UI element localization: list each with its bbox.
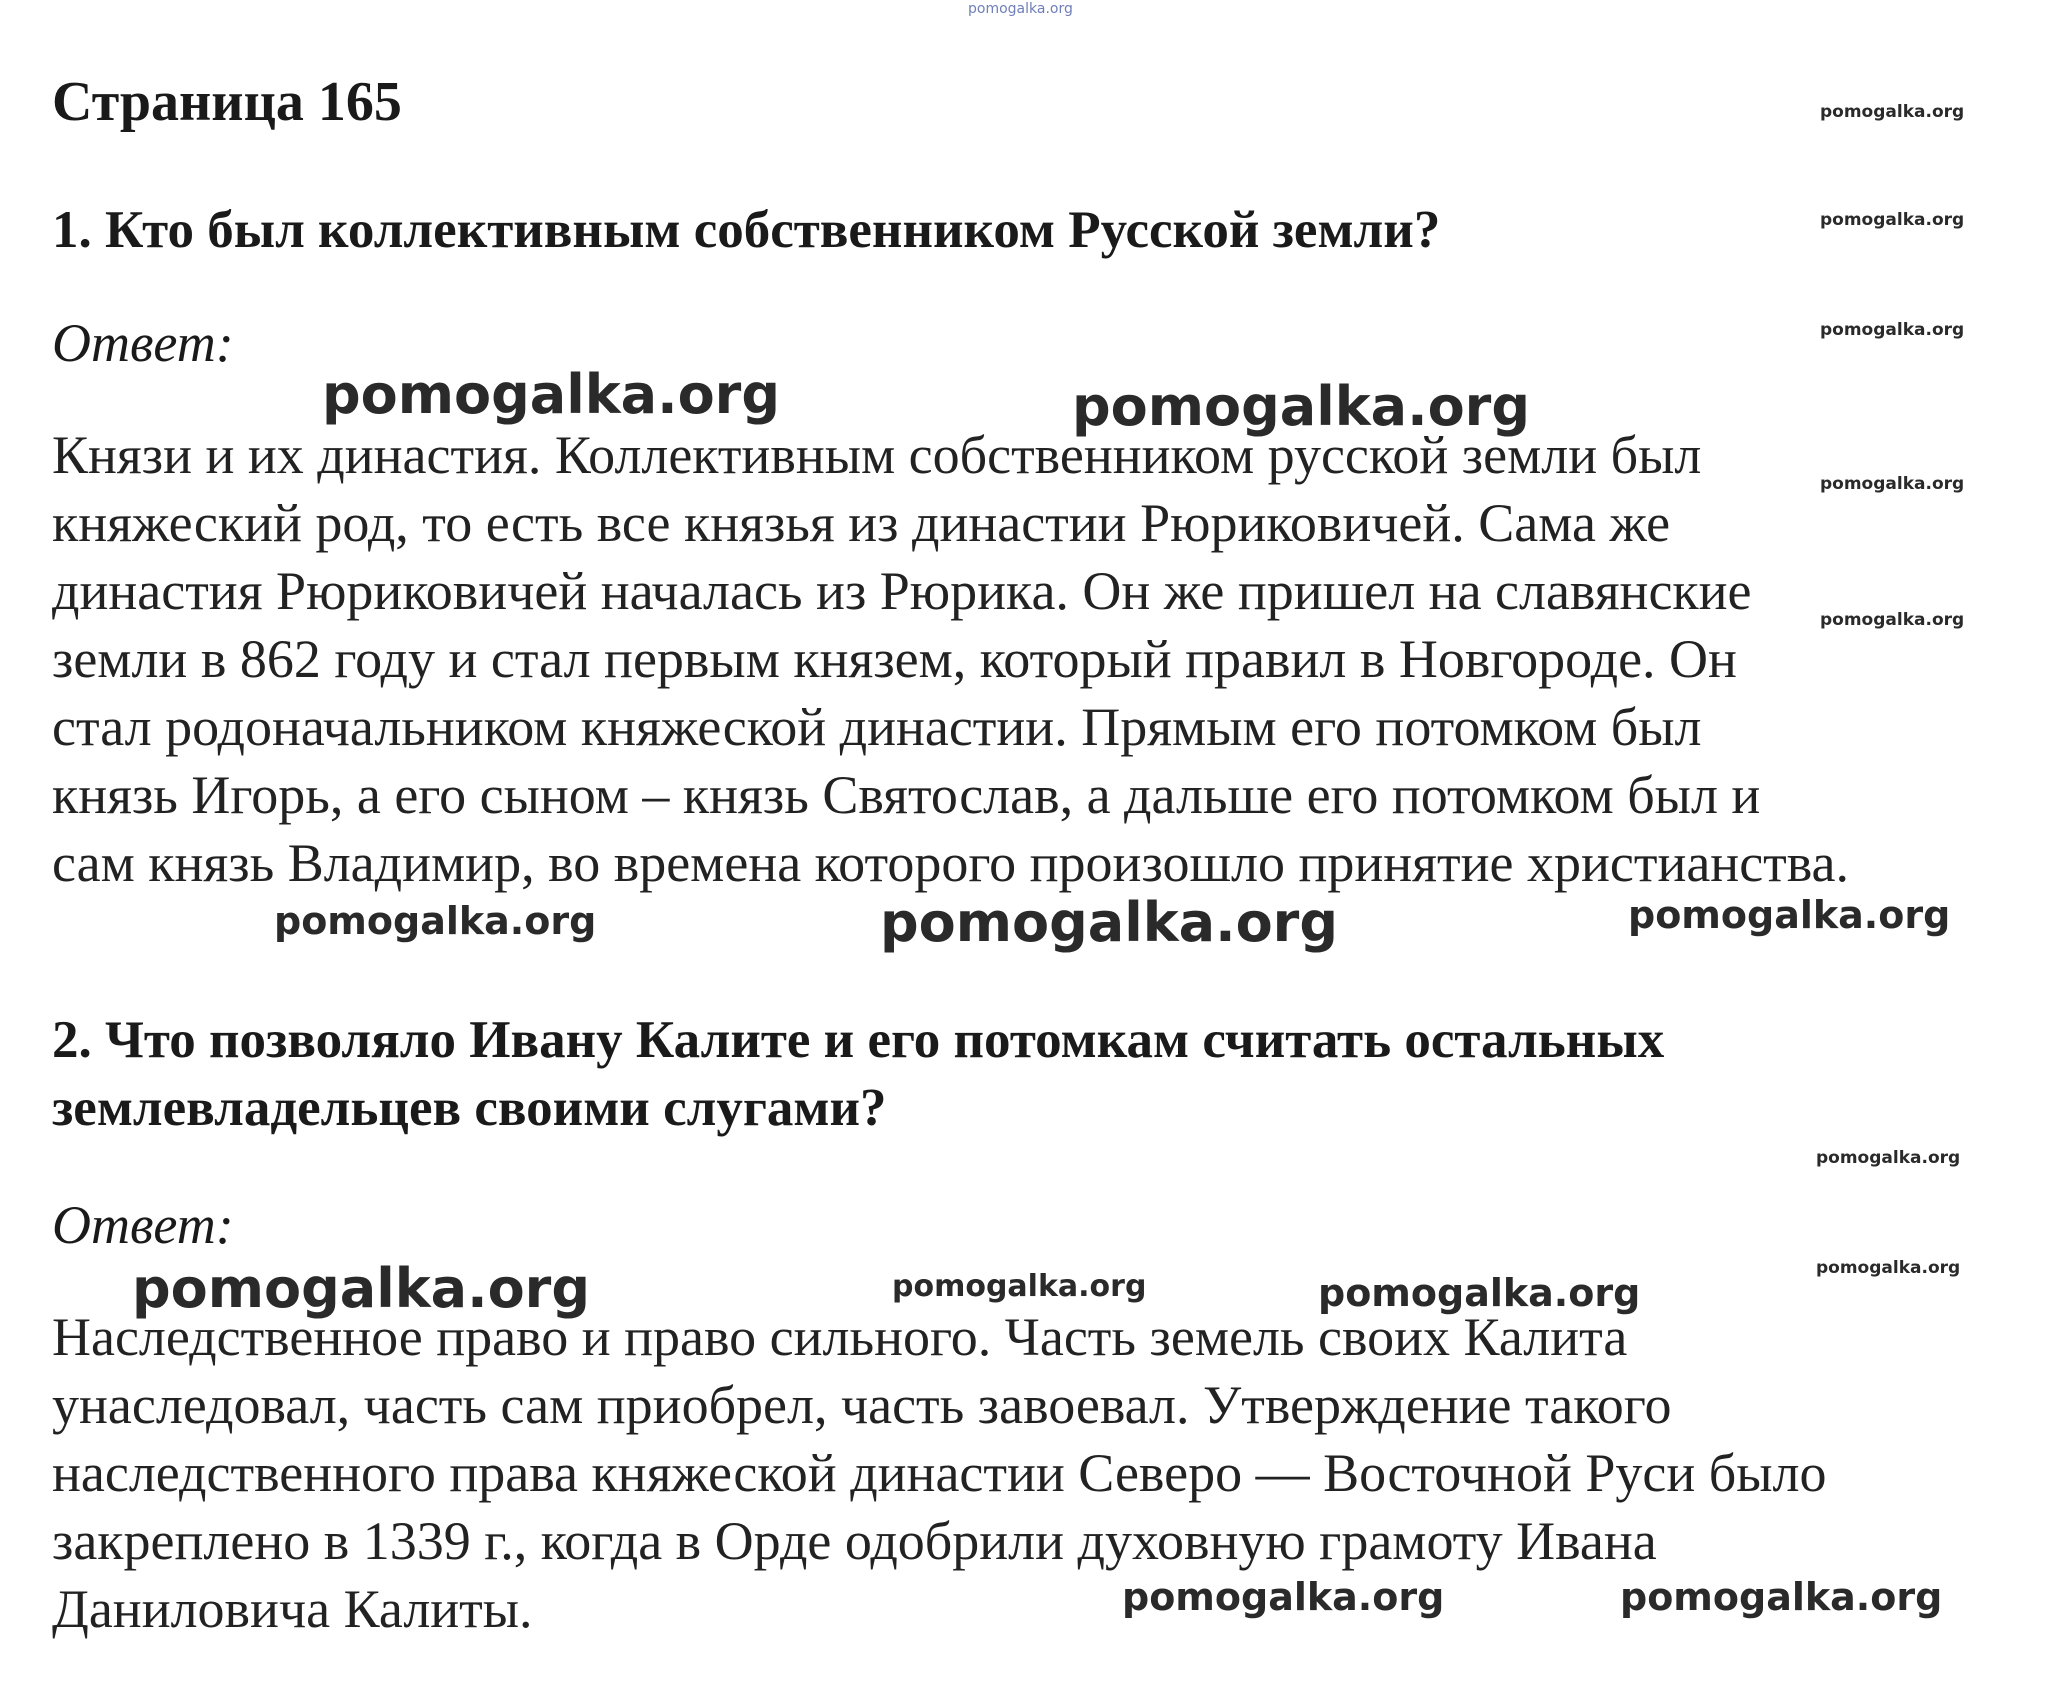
answer-1-line-3: династия Рюриковичей началась из Рюрика. Он же пришел на славянские — [52, 561, 1752, 621]
answer-2-line-5: Даниловича Калиты. — [52, 1579, 533, 1639]
page-title: Страница 165 — [52, 71, 402, 133]
answer-2-line-3: наследственного права княжеской династии Северо — Восточной Руси было — [52, 1443, 1827, 1503]
watermark: pomogalka.org — [322, 363, 780, 426]
watermark: pomogalka.org — [1628, 893, 1951, 937]
answer-1-line-6: князь Игорь, а его сыном – князь Святослав, а дальше его потомком был и — [52, 765, 1761, 825]
answer-1-line-1: Князи и их династия. Коллективным собственником русской земли был — [52, 425, 1702, 485]
answer-2-line-4: закреплено в 1339 г., когда в Орде одобрили духовную грамоту Ивана — [52, 1511, 1657, 1571]
answer-2-label: Ответ: — [52, 1195, 234, 1255]
question-2-line-2: землевладельцев своими слугами? — [52, 1079, 887, 1137]
watermark: pomogalka.org — [1816, 1148, 1961, 1168]
watermark: pomogalka.org — [892, 1269, 1147, 1304]
watermark: pomogalka.org — [1072, 375, 1530, 438]
watermark: pomogalka.org — [1816, 1258, 1961, 1278]
watermark: pomogalka.org — [880, 891, 1338, 954]
watermark: pomogalka.org — [132, 1257, 590, 1320]
answer-2-line-2: унаследовал, часть сам приобрел, часть завоевал. Утверждение такого — [52, 1375, 1672, 1435]
answer-2-line-1: Наследственное право и право сильного. Часть земель своих Калита — [52, 1307, 1628, 1367]
answer-1-line-4: земли в 862 году и стал первым князем, который правил в Новгороде. Он — [52, 629, 1737, 689]
answer-1-line-2: княжеский род, то есть все князья из династии Рюриковичей. Сама же — [52, 493, 1671, 553]
watermark: pomogalka.org — [274, 899, 597, 943]
watermark: pomogalka.org — [1820, 474, 1965, 494]
answer-1-line-5: стал родоначальником княжеской династии. Прямым его потомком был — [52, 697, 1702, 757]
question-2-line-1: 2. Что позволяло Ивану Калите и его потомкам считать остальных — [52, 1011, 1665, 1069]
header-watermark: pomogalka.org — [968, 1, 1073, 17]
watermark: pomogalka.org — [1318, 1271, 1641, 1315]
watermark: pomogalka.org — [1820, 320, 1965, 340]
watermark: pomogalka.org — [1122, 1575, 1445, 1619]
answer-1-label: Ответ: — [52, 313, 234, 373]
watermark: pomogalka.org — [1820, 210, 1965, 230]
watermark: pomogalka.org — [1620, 1575, 1943, 1619]
watermark: pomogalka.org — [1820, 102, 1965, 122]
question-1-line-1: 1. Кто был коллективным собственником Русской земли? — [52, 201, 1441, 259]
answer-1-line-7: сам князь Владимир, во времена которого произошло принятие христианства. — [52, 833, 1850, 893]
watermark: pomogalka.org — [1820, 610, 1965, 630]
